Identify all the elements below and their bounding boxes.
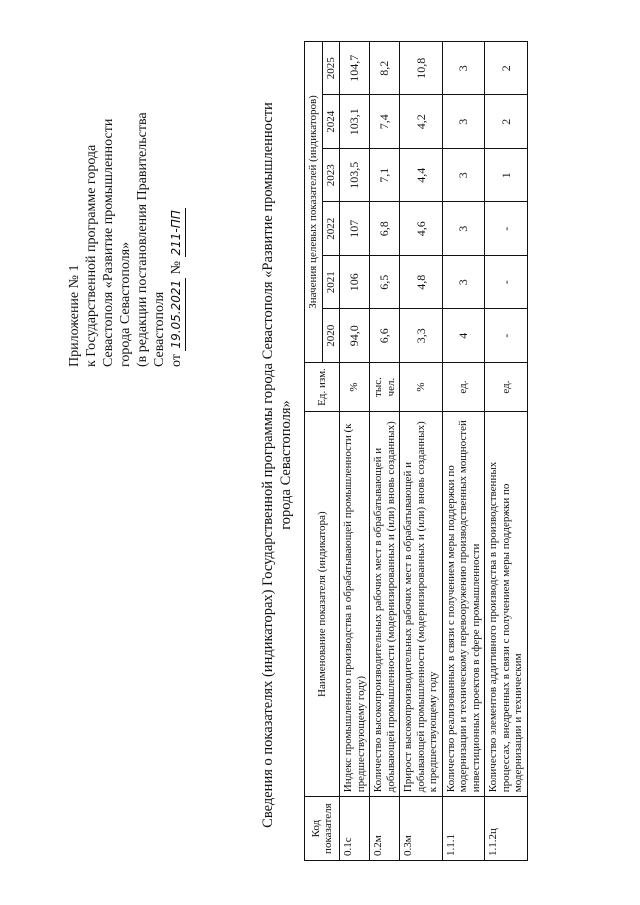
header-unit: Ед. изм. — [305, 362, 340, 411]
row-value: 8,2 — [370, 42, 400, 96]
handwritten-date: 19.05.2021 — [168, 278, 186, 351]
indicators-table — [304, 41, 528, 861]
header-name: Наименование показателя (индикатора) — [305, 412, 340, 797]
row-unit: тыс. чел. — [370, 362, 400, 411]
table-row — [485, 42, 528, 861]
handwritten-number: 211-ПП — [168, 208, 186, 257]
row-value: 103,1 — [340, 95, 370, 148]
row-unit: ед. — [485, 362, 528, 411]
row-value: 2 — [485, 95, 528, 148]
row-name: Количество реализованных в связи с получением меры поддержки по модернизации и техническому перевооружению производственных мощностей инвестиционных проектов в сфере промышленности — [442, 412, 485, 797]
header-code: Код показателя — [305, 797, 340, 861]
row-value: 3 — [442, 148, 485, 201]
row-code: 0.1с — [340, 797, 370, 861]
row-unit: ед. — [442, 362, 485, 411]
row-value: - — [485, 309, 528, 362]
row-value: 3 — [442, 42, 485, 96]
appendix-line: Севастополя «Развитие промышленности — [101, 118, 116, 367]
row-value: 4 — [442, 309, 485, 362]
appendix-line: к Государственной программе города — [84, 144, 99, 367]
header-year: 2023 — [322, 148, 340, 201]
row-value: 2 — [485, 42, 528, 96]
row-name: Количество элементов аддитивного производства в производственных процессах, внедренных в связи с получением меры поддержки по модернизации и техническим — [485, 412, 528, 797]
table-row — [370, 42, 400, 861]
table-row — [442, 42, 485, 861]
appendix-line: (в редакции постановления Правительства — [135, 112, 150, 367]
row-value: 3 — [442, 255, 485, 308]
row-value: 7,1 — [370, 148, 400, 201]
row-value: 3 — [442, 95, 485, 148]
row-name: Прирост высокопроизводительных рабочих мест в обрабатывающей и добывающей промышленности (модернизированных и (или) вновь созданных) к предшествующему году — [400, 412, 443, 797]
header-values-group: Значения целевых показателей (индикаторов) — [305, 42, 323, 363]
row-value: - — [485, 202, 528, 255]
row-name: Количество высокопроизводительных рабочих мест в обрабатывающей и добывающей промышленности (модернизированных и (или) вновь созданных) — [370, 412, 400, 797]
document-title — [259, 65, 295, 865]
appendix-line: города Севастополя» — [118, 241, 133, 367]
date-prefix: от — [169, 354, 184, 367]
title-line: города Севастополя» — [278, 400, 294, 530]
row-value: 4,8 — [400, 255, 443, 308]
title-line: Сведения о показателях (индикаторах) Государственной программы города Севастополя «Развитие промышленности — [260, 102, 276, 828]
row-value: 3,3 — [400, 309, 443, 362]
row-code: 1.1.2ц — [485, 797, 528, 861]
row-unit: % — [400, 362, 443, 411]
row-code: 1.1.1 — [442, 797, 485, 861]
appendix-line: Приложение № 1 — [67, 264, 82, 367]
row-value: 106 — [340, 255, 370, 308]
appendix-line: Севастополя — [152, 291, 167, 367]
row-unit: % — [340, 362, 370, 411]
header-year: 2024 — [322, 95, 340, 148]
row-code: 0.3м — [400, 797, 443, 861]
row-value: 104,7 — [340, 42, 370, 96]
row-value: 4,6 — [400, 202, 443, 255]
header-year: 2020 — [322, 309, 340, 362]
number-prefix: № — [169, 260, 184, 275]
row-value: 103,5 — [340, 148, 370, 201]
row-value: 3 — [442, 202, 485, 255]
table-row — [340, 42, 370, 861]
row-value: 7,4 — [370, 95, 400, 148]
row-value: 4,4 — [400, 148, 443, 201]
row-value: 1 — [485, 148, 528, 201]
row-code: 0.2м — [370, 797, 400, 861]
row-value: 10,8 — [400, 42, 443, 96]
table-row — [400, 42, 443, 861]
row-value: 6,8 — [370, 202, 400, 255]
header-year: 2025 — [322, 42, 340, 96]
row-value: 94,0 — [340, 309, 370, 362]
appendix-header — [66, 67, 186, 367]
header-year: 2021 — [322, 255, 340, 308]
row-value: 4,2 — [400, 95, 443, 148]
row-value: 6,6 — [370, 309, 400, 362]
table-header-row — [305, 42, 323, 861]
header-year: 2022 — [322, 202, 340, 255]
appendix-date-line — [168, 67, 186, 367]
row-value: 6,5 — [370, 255, 400, 308]
row-value: 107 — [340, 202, 370, 255]
row-value: - — [485, 255, 528, 308]
row-name: Индекс промышленного производства в обрабатывающей промышленности (к предшествующему году) — [340, 412, 370, 797]
